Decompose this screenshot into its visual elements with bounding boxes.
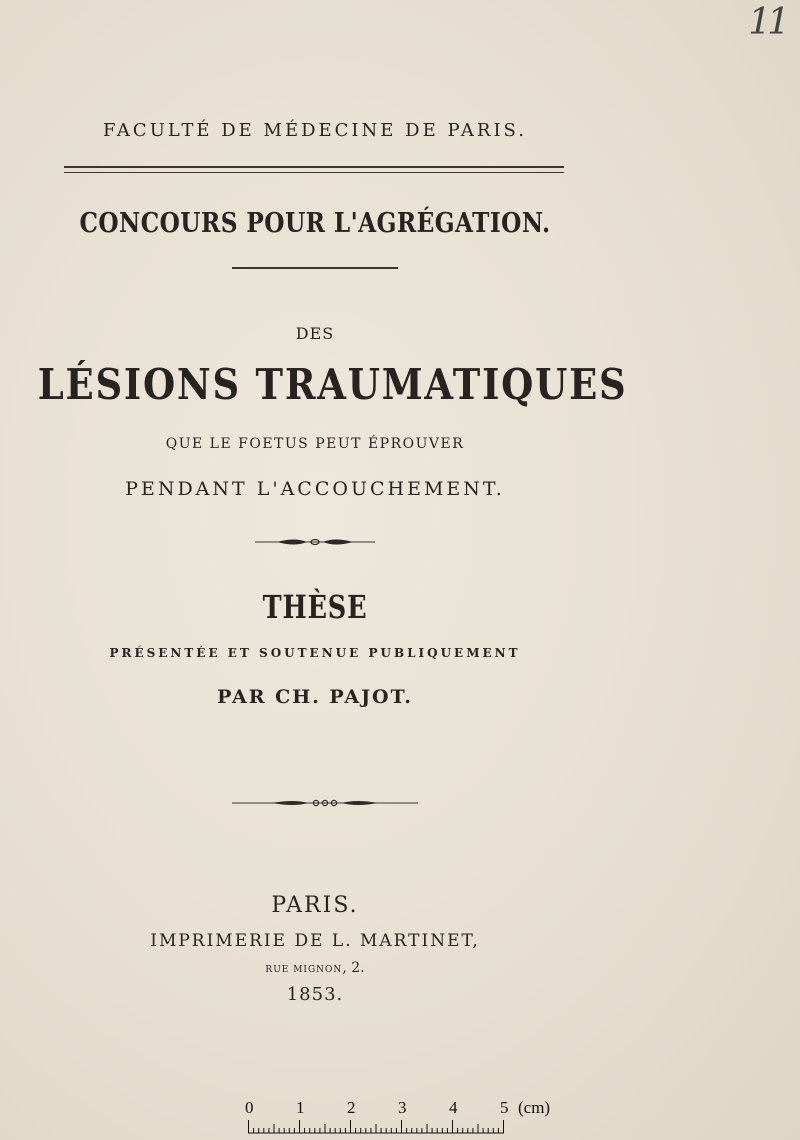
thesis-heading: THÈSE — [262, 588, 368, 626]
scale-label-1: 1 — [296, 1098, 305, 1117]
imprint-city: PARIS. — [271, 893, 359, 918]
scale-ruler — [248, 1120, 508, 1134]
scale-bar — [240, 1098, 570, 1138]
presented-line: PRÉSENTÉE ET SOUTENUE PUBLIQUEMENT — [109, 646, 521, 660]
main-title: LÉSIONS TRAUMATIQUES — [37, 360, 628, 409]
scale-label-5: 5 — [500, 1098, 509, 1117]
competition-heading: CONCOURS POUR L'AGRÉGATION. — [79, 208, 551, 239]
ornament-divider — [255, 532, 375, 552]
ornament-divider-2 — [232, 794, 418, 812]
subtitle-line-1: QUE LE FOETUS PEUT ÉPROUVER — [165, 436, 465, 452]
imprint-year: 1853. — [286, 984, 344, 1005]
scale-label-4: 4 — [449, 1098, 458, 1117]
imprint-printer: IMPRIMERIE DE L. MARTINET, — [150, 931, 480, 951]
title-pre: DES — [295, 324, 335, 343]
street-name: RUE MIGNON — [265, 965, 343, 975]
scale-label-2: 2 — [347, 1098, 356, 1117]
street-number: , 2. — [342, 960, 365, 976]
handwritten-page-number: 11 — [748, 2, 786, 43]
imprint-street — [0, 960, 630, 976]
scale-label-0: 0 — [245, 1098, 254, 1117]
faculty-heading: FACULTÉ DE MÉDECINE DE PARIS. — [103, 120, 527, 141]
short-rule-divider — [232, 267, 398, 269]
scale-unit: (cm) — [518, 1098, 551, 1117]
scale-label-3: 3 — [398, 1098, 407, 1117]
subtitle-line-2: PENDANT L'ACCOUCHEMENT. — [125, 478, 505, 500]
author-line: PAR CH. PAJOT. — [217, 686, 413, 708]
double-rule-divider — [64, 166, 564, 173]
